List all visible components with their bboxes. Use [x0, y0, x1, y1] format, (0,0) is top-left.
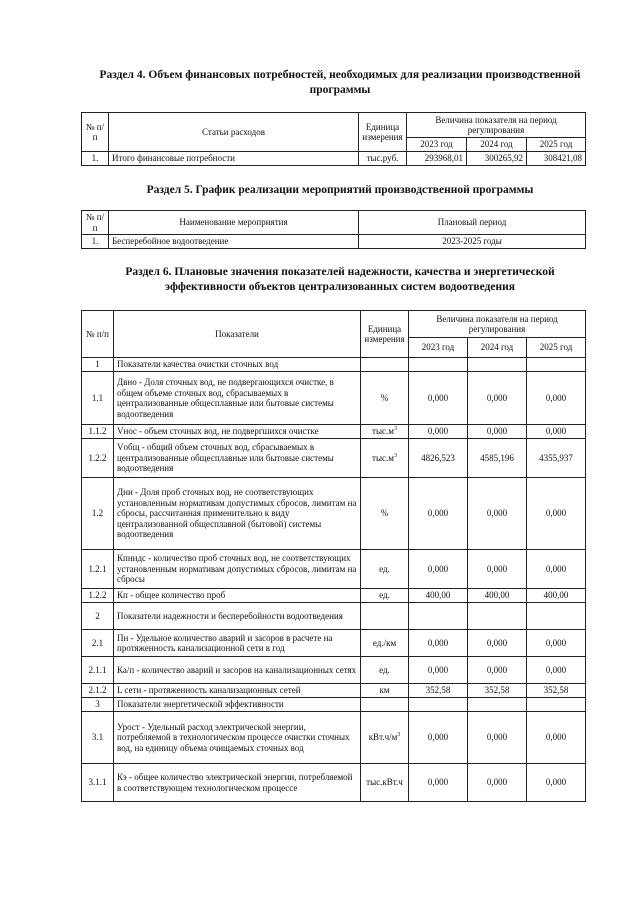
table-row [82, 764, 586, 802]
row-2024: 0,000 [468, 657, 527, 684]
row-2024 [468, 358, 527, 372]
header-unit: Единица измерения [361, 311, 409, 358]
row-unit: тыс.руб. [359, 152, 407, 166]
table-row [82, 657, 586, 684]
row-indicator: Дни - Доля проб сточных вод, не соответствующих установленным нормативам допустимых сбросов, лимитам на сбросы, рассчитанная применительно к виду централизованной общесплавной (бытовой) системы водоотведения [114, 478, 361, 550]
row-indicator: Ка/п - количество аварий и засоров на канализационных сетях [114, 657, 361, 684]
row-2023: 352,58 [409, 684, 468, 698]
row-indicator: Кп - общее количество проб [114, 589, 361, 603]
row-2023: 0,000 [409, 712, 468, 764]
row-2024: 0,000 [468, 712, 527, 764]
row-2023 [409, 358, 468, 372]
header-indicator: Показатели [114, 311, 361, 358]
row-2025: 0,000 [527, 372, 586, 425]
header-2023: 2023 год [409, 338, 468, 358]
row-num: 1.1.2 [82, 425, 114, 439]
row-unit-text: км [379, 685, 390, 696]
row-2023: 0,000 [409, 425, 468, 439]
header-2025: 2025 год [527, 338, 586, 358]
row-2024 [468, 603, 527, 630]
row-2024: 0,000 [468, 372, 527, 425]
section6-table [81, 310, 586, 802]
row-2024: 0,000 [468, 478, 527, 550]
row-num: 1. [82, 235, 109, 249]
row-unit [361, 764, 409, 802]
row-num: 1.2.2 [82, 589, 114, 603]
row-num: 1.1 [82, 372, 114, 425]
table-row [82, 235, 586, 249]
row-indicator: Vобщ - общий объем сточных вод, сбрасываемых в централизованные общесплавные или бытовые системы водоотведения [114, 439, 361, 478]
section4-title: Раздел 4. Объем финансовых потребностей, необходимых для реализации производственной программы [99, 69, 581, 96]
row-unit-superscript: 3 [393, 452, 397, 459]
section5-title: Раздел 5. График реализации мероприятий производственной программы [146, 184, 534, 196]
row-unit [361, 630, 409, 657]
row-2024: 300265,92 [467, 152, 527, 166]
row-2025 [527, 698, 586, 712]
row-unit-text: тыс.кВт.ч [366, 777, 403, 788]
row-indicator: L сети - протяженность канализационных сетей [114, 684, 361, 698]
row-unit-text: ед. [379, 563, 390, 574]
row-2023: 0,000 [409, 372, 468, 425]
row-2025: 4355,937 [527, 439, 586, 478]
table-row [82, 478, 586, 550]
row-unit [361, 657, 409, 684]
header-num: № п/п [82, 211, 109, 235]
row-num: 2.1.2 [82, 684, 114, 698]
row-num: 2 [82, 603, 114, 630]
row-2024 [468, 698, 527, 712]
row-2025: 0,000 [527, 657, 586, 684]
row-unit-superscript: 3 [397, 732, 401, 739]
row-unit [361, 698, 409, 712]
row-2023: 4826,523 [409, 439, 468, 478]
row-2023: 0,000 [409, 550, 468, 589]
row-2024: 0,000 [468, 425, 527, 439]
row-2023: 0,000 [409, 764, 468, 802]
table-row [82, 698, 586, 712]
section6-title: Раздел 6. Плановые значения показателей надежности, качества и энергетической эффективности объектов централизованных систем водоотведения [125, 266, 555, 293]
row-2025 [527, 603, 586, 630]
table-row [82, 630, 586, 657]
table-row [82, 550, 586, 589]
row-unit [361, 712, 409, 764]
row-2025: 0,000 [527, 764, 586, 802]
table-row [82, 425, 586, 439]
row-unit [361, 589, 409, 603]
row-2025: 0,000 [527, 425, 586, 439]
table-row [82, 684, 586, 698]
row-indicator: Vноc - объем сточных вод, не подвергшихся очистке [114, 425, 361, 439]
header-period: Величина показателя на период регулирования [407, 113, 586, 138]
row-unit-text: ед. [379, 590, 390, 601]
row-indicator: Пн - Удельное количество аварий и засоров в расчете на протяженность канализационной сети в год [114, 630, 361, 657]
row-num: 2.1 [82, 630, 114, 657]
row-2025: 352,58 [527, 684, 586, 698]
row-2023 [409, 698, 468, 712]
row-unit-text: % [380, 392, 389, 403]
table-row [82, 603, 586, 630]
row-2024: 4585,196 [468, 439, 527, 478]
header-2025: 2025 год [527, 138, 586, 152]
header-2023: 2023 год [407, 138, 467, 152]
row-2025: 0,000 [527, 630, 586, 657]
header-2024: 2024 год [467, 138, 527, 152]
row-indicator: Двно - Доля сточных вод, не подвергающихся очистке, в общем объеме сточных вод, сбрасываемых в централизованные общесплавные или бытовые системы водоотведения [114, 372, 361, 425]
row-unit [361, 372, 409, 425]
row-unit-text: % [380, 508, 389, 519]
row-2024: 400,00 [468, 589, 527, 603]
header-name: Наименование мероприятия [109, 211, 359, 235]
row-2024: 0,000 [468, 630, 527, 657]
row-period: 2023-2025 годы [359, 235, 586, 249]
row-2024: 0,000 [468, 764, 527, 802]
row-2025: 308421,08 [527, 152, 586, 166]
row-2024: 0,000 [468, 550, 527, 589]
row-indicator: Кпнндс - количество проб сточных вод, не соответствующих установленным нормативам допустимых сбросов, лимитам на сбросы [114, 550, 361, 589]
row-num: 1. [82, 152, 109, 166]
row-indicator: Урост - Удельный расход электрической энергии, потребляемой в технологическом процессе очистки сточных вод, на единицу объема очищаемых сточных вод [114, 712, 361, 764]
row-unit [361, 358, 409, 372]
row-2023: 0,000 [409, 657, 468, 684]
row-unit-text: тыс.м [372, 426, 394, 437]
header-unit: Единица измерения [359, 113, 407, 152]
row-name: Бесперебойное водоотведение [109, 235, 359, 249]
header-period: Плановый период [359, 211, 586, 235]
row-2023: 400,00 [409, 589, 468, 603]
row-unit-text: ед. [379, 664, 390, 675]
row-2025: 0,000 [527, 712, 586, 764]
row-2023 [409, 603, 468, 630]
header-period: Величина показателя на период регулирования [409, 311, 586, 338]
table-row [82, 439, 586, 478]
row-num: 1.2.2 [82, 439, 114, 478]
row-indicator: Кэ - общее количество электрической энергии, потребляемой в соответствующем технологическом процессе [114, 764, 361, 802]
row-2025 [527, 358, 586, 372]
row-unit-text: тыс.м [372, 452, 394, 463]
table-row [82, 712, 586, 764]
row-unit [361, 425, 409, 439]
row-2025: 0,000 [527, 478, 586, 550]
row-indicator: Показатели надежности и бесперебойности водоотведения [114, 603, 361, 630]
row-unit [361, 684, 409, 698]
row-2025: 400,00 [527, 589, 586, 603]
table-row [82, 589, 586, 603]
table-row [82, 358, 586, 372]
row-unit [361, 603, 409, 630]
row-2023: 293968,01 [407, 152, 467, 166]
row-unit-text: ед./км [372, 637, 397, 648]
row-num: 2.1.1 [82, 657, 114, 684]
header-num: № п/п [82, 113, 109, 152]
row-unit [361, 550, 409, 589]
table-row [82, 152, 586, 166]
row-item: Итого финансовые потребности [109, 152, 359, 166]
row-num: 3.1.1 [82, 764, 114, 802]
row-unit [361, 478, 409, 550]
row-num: 1.2 [82, 478, 114, 550]
header-item: Статьи расходов [109, 113, 359, 152]
row-2024: 352,58 [468, 684, 527, 698]
row-2023: 0,000 [409, 478, 468, 550]
row-2023: 0,000 [409, 630, 468, 657]
row-num: 1.2.1 [82, 550, 114, 589]
header-2024: 2024 год [468, 338, 527, 358]
section5-table [81, 210, 586, 249]
row-num: 3.1 [82, 712, 114, 764]
row-unit-superscript: 3 [393, 426, 397, 433]
row-num: 3 [82, 698, 114, 712]
row-unit-text: кВт.ч/м [368, 732, 398, 743]
header-num: № п/п [82, 311, 114, 358]
row-unit [361, 439, 409, 478]
row-num: 1 [82, 358, 114, 372]
table-row [82, 372, 586, 425]
row-2025: 0,000 [527, 550, 586, 589]
row-indicator: Показатели качества очистки сточных вод [114, 358, 361, 372]
section4-table [81, 112, 586, 166]
row-indicator: Показатели энергетической эффективности [114, 698, 361, 712]
